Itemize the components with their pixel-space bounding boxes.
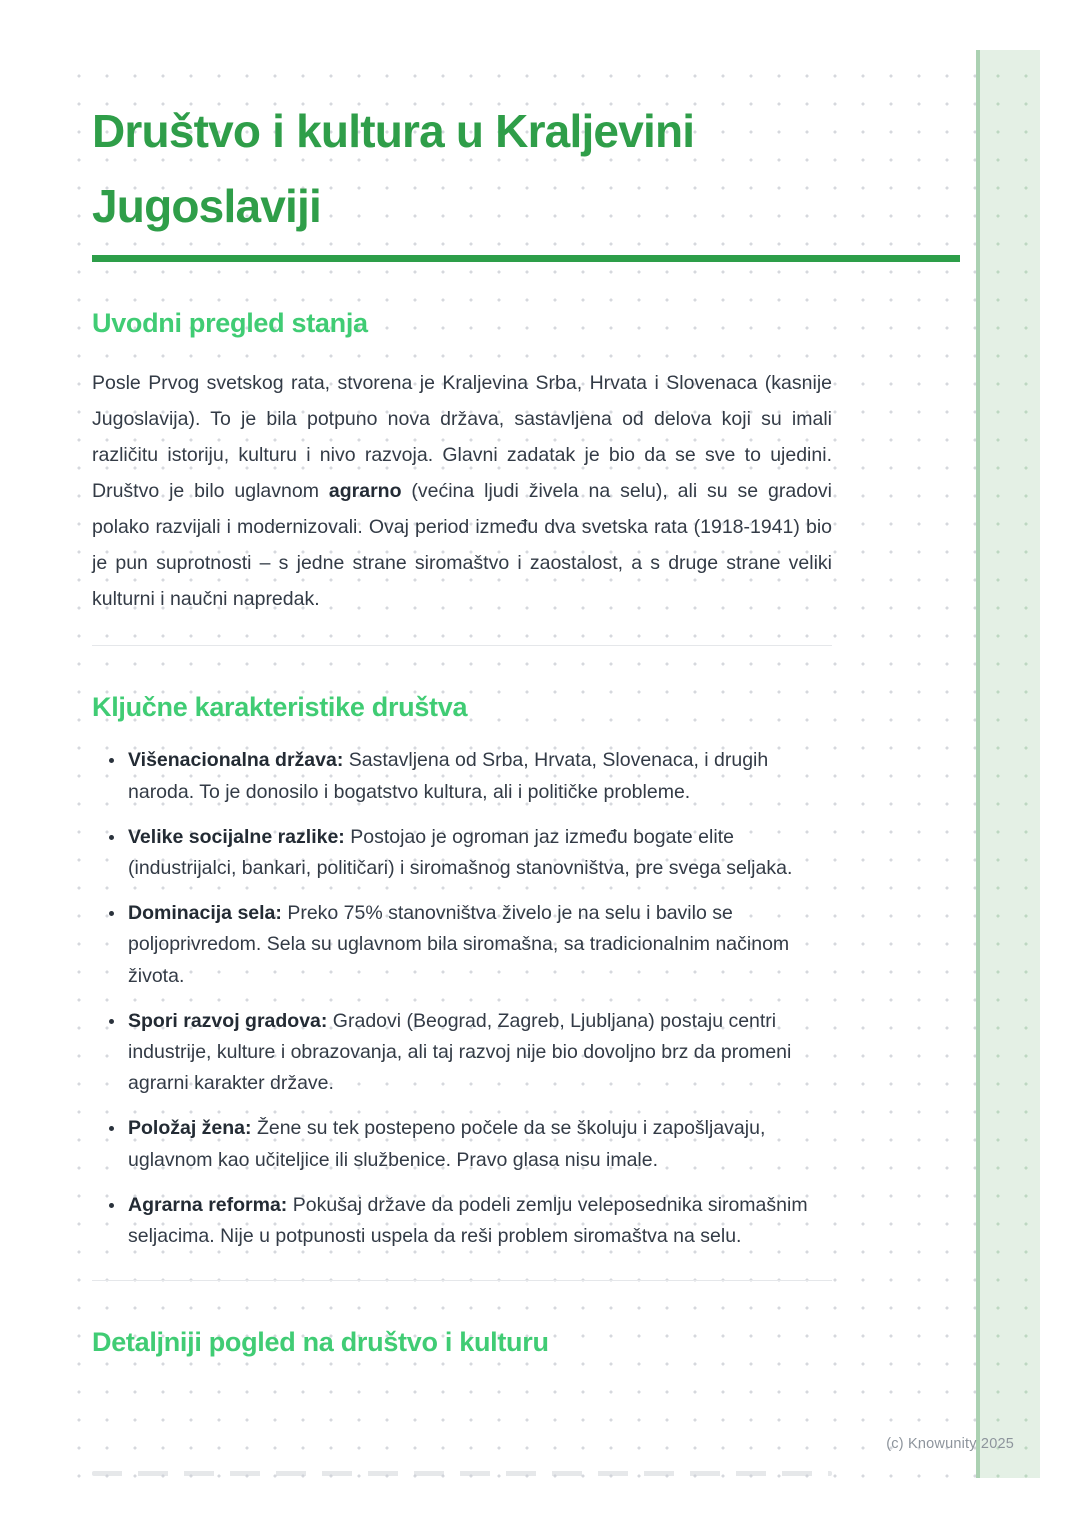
title-underline-rule [92,255,960,262]
list-item [126,745,832,807]
note-content [92,50,837,1358]
list-item [126,1113,832,1175]
intro-bold-agrarno: agrarno [328,480,402,503]
list-item [126,822,832,884]
page-title: Društvo i kultura u Kraljevini Jugoslaviji [92,105,695,232]
section-heading-kljucne-karakteristike: Ključne karakteristike društva [92,692,468,723]
list-item-label: Spori razvoj gradova: [128,1009,328,1032]
section-divider-2 [92,1280,832,1281]
copyright-footer: (c) Knowunity 2025 [886,1436,1014,1452]
section-heading-detaljniji-pogled: Detaljniji pogled na društvo i kulturu [92,1327,549,1358]
cropped-next-line [92,1471,832,1476]
list-item-label: Velike socijalne razlike: [128,825,345,848]
intro-paragraph [92,365,832,617]
intro-text-after: (većina ljudi živela na selu), ali su se gradovi polako razvijali i modernizovali. Ovaj period između dva svetska rata (1918-1941) bio je pun suprotnosti – s jedne strane siromaštvo i zaostalost, a s druge strane veliki kulturni i naučni napredak. [92,480,833,611]
list-item-text: Gradovi (Beograd, Zagreb, Ljubljana) postaju centri industrije, kulture i obrazovanja, ali taj razvoj nije bio dovoljno brz da promeni agrarni karakter države. [128,1009,792,1095]
right-accent-stripe [976,50,1040,1478]
characteristics-list [92,745,832,1252]
section-heading-uvodni-pregled: Uvodni pregled stanja [92,308,368,339]
list-item [126,1190,832,1252]
list-item-label: Položaj žena: [128,1117,252,1140]
list-item [126,1006,832,1100]
list-item-label: Višenacionalna država: [128,749,344,772]
list-item-text: Postojao je ogroman jaz između bogate elite (industrijalci, bankari, političari) i siromašnog stanovništva, pre svega seljaka. [128,825,793,880]
list-item-text: Sastavljena od Srba, Hrvata, Slovenaca, i drugih naroda. To je donosilo i bogatstvo kultura, ali i političke probleme. [128,749,769,803]
list-item-text: Preko 75% stanovništva živelo je na selu i bavilo se poljoprivredom. Sela su uglavnom bila siromašna, sa tradicionalnim načinom života. [128,902,790,987]
list-item [126,898,832,992]
list-item-text: Žene su tek postepeno počele da se školuju i zapošljavaju, uglavnom kao učiteljice ili službenice. Pravo glasa nisu imale. [128,1117,766,1171]
note-page [55,50,1040,1478]
intro-text-before: Posle Prvog svetskog rata, stvorena je Kraljevina Srba, Hrvata i Slovenaca (kasnije Jugoslavija). To je bila potpuno nova država, sastavljena od delova koji su imali različitu istoriju, kulturu i nivo razvoja. Glavni zadatak je bio da se sve to ujedini. Društvo je bilo uglavnom [92,372,832,503]
list-item-label: Agrarna reforma: [128,1193,288,1216]
list-item-text: Pokušaj države da podeli zemlju veleposednika siromašnim seljacima. Nije u potpunosti uspela da reši problem siromaštva na selu. [128,1193,808,1247]
list-item-label: Dominacija sela: [128,902,282,925]
section-divider-1 [92,645,832,646]
